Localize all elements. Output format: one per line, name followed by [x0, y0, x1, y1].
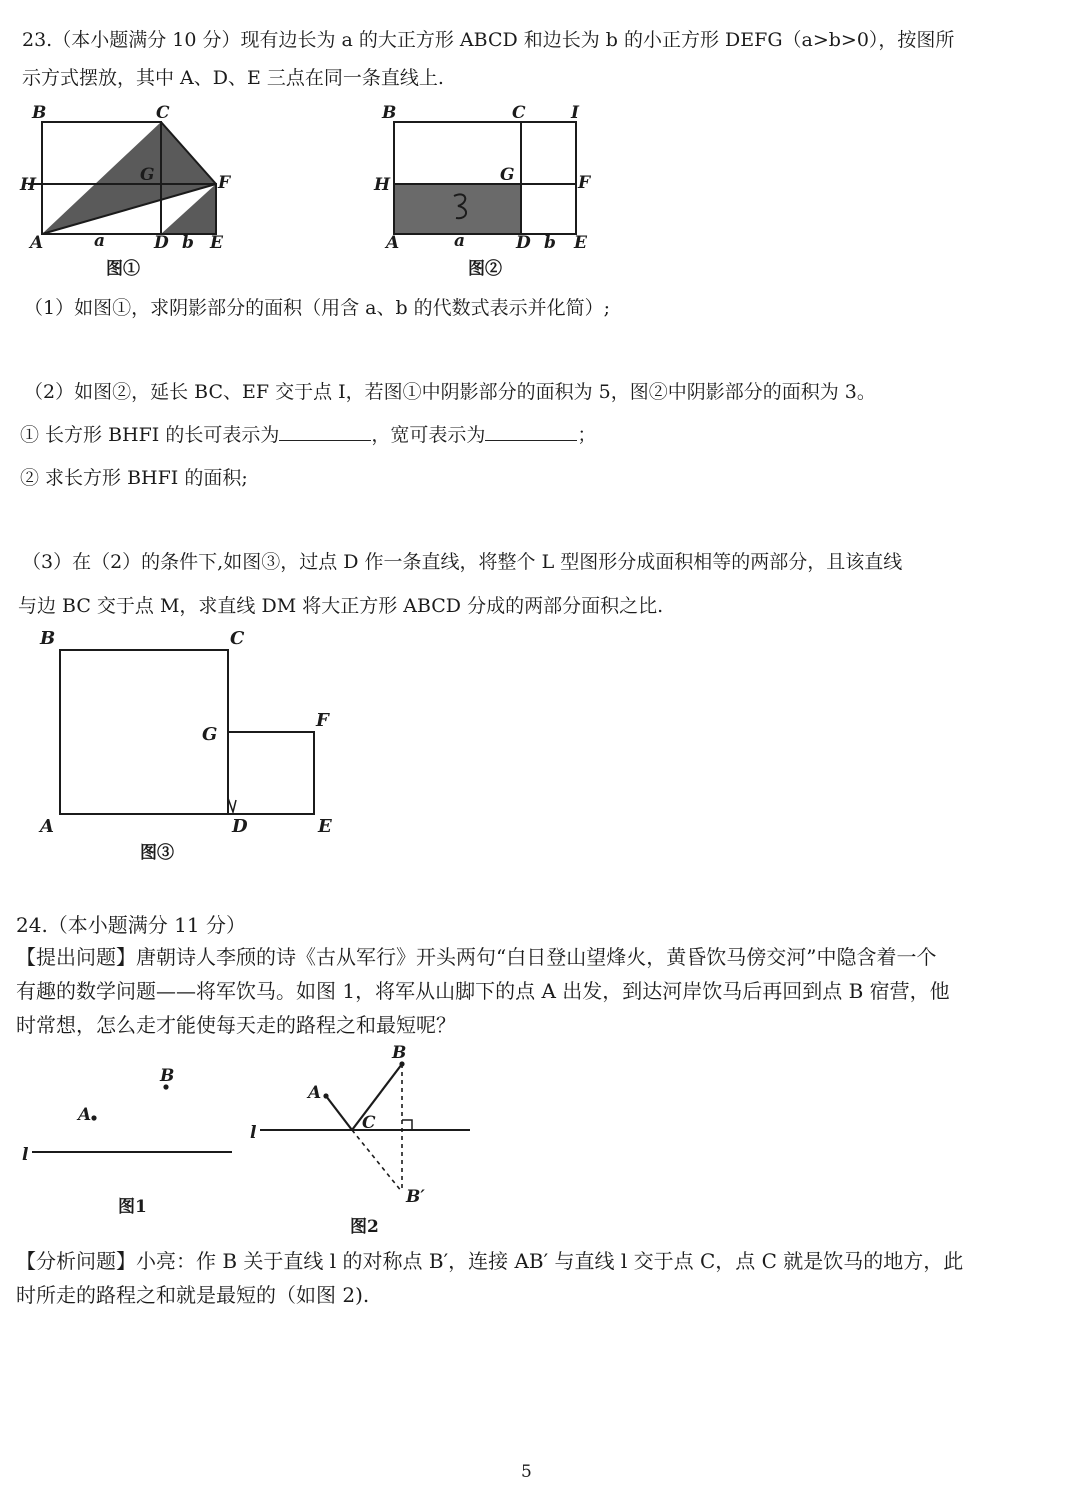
page-number: 5 [521, 1462, 532, 1482]
fig1-label-D: D [154, 233, 169, 253]
fig3-label-D: D [232, 816, 248, 837]
fig3-caption: 图③ [140, 843, 174, 863]
q24-fig1-label-B: B [160, 1066, 175, 1086]
q23-intro-line1: 23.（本小题满分 10 分）现有边长为 a 的大正方形 ABCD 和边长为 b 的小正方形 DEFG（a>b>0），按图所 [22, 29, 955, 51]
q24-analysis-line1: 【分析问题】小亮：作 B 关于直线 l 的对称点 B′，连接 AB′ 与直线 l 交于点 C，点 C 就是饮马的地方，此 [16, 1249, 964, 1273]
fig3-label-E: E [318, 816, 332, 837]
q24-fig2-label-Bprime: B′ [406, 1187, 425, 1207]
q23-part3-line2: 与边 BC 交于点 M，求直线 DM 将大正方形 ABCD 分成的两部分面积之比. [18, 595, 664, 617]
fig3-label-G: G [202, 724, 218, 745]
q24-fig2-point-A [323, 1093, 328, 1098]
q24-title: 24.（本小题满分 11 分） [16, 913, 246, 937]
q24-analysis-line2: 时所走的路程之和就是最短的（如图 2). [16, 1283, 370, 1307]
q23-sub1-text-end: ； [577, 424, 597, 446]
fig2-label-D: D [516, 233, 531, 253]
fig1-label-b: b [182, 233, 194, 253]
fig3-label-F: F [316, 710, 329, 731]
fig2-label-C: C [512, 103, 526, 123]
fig1-label-A: A [30, 233, 44, 253]
q24-raise-line1: 【提出问题】唐朝诗人李颀的诗《古从军行》开头两句“白日登山望烽火，黄昏饮马傍交河”中隐含着一个 [16, 945, 937, 969]
fig1-label-G: G [140, 165, 155, 185]
fig2-label-A: A [386, 233, 400, 253]
q24-fig1-point-A [91, 1115, 96, 1120]
fig3-small-square [228, 732, 314, 814]
fig1-label-B: B [32, 103, 47, 123]
fig2-label-G: G [500, 165, 515, 185]
q24-fig2-segment-AC [326, 1096, 352, 1130]
q24-fig2-label-C: C [362, 1113, 376, 1133]
fig3-label-A: A [40, 816, 54, 837]
q24-fig2-label-A: A [308, 1083, 322, 1103]
fig2-label-E: E [574, 233, 587, 253]
fig2-label-a: a [454, 231, 466, 251]
q23-sub1-text-length: ① 长方形 BHFI 的长可表示为 [20, 424, 280, 446]
fig2-shaded-rectangle [394, 184, 521, 234]
fig2-caption: 图② [468, 259, 502, 279]
q24-fig1-label-l: l [22, 1145, 29, 1165]
fig2-label-H: H [374, 175, 391, 195]
fig2-label-b: b [544, 233, 556, 253]
fig3-label-B: B [40, 628, 56, 649]
q24-fig2-segment-CBprime [352, 1130, 402, 1192]
q24-raise-line2: 有趣的数学问题——将军饮马。如图 1，将军从山脚下的点 A 出发，到达河岸饮马后再回到点 B 宿营，他 [16, 979, 950, 1003]
fig1-label-F: F [218, 173, 231, 193]
q23-part3-line1: （3）在（2）的条件下,如图③，过点 D 作一条直线，将整个 L 型图形分成面积相等的两部分，且该直线 [22, 551, 903, 573]
q23-sub1-text-width: ，宽可表示为 [371, 424, 486, 446]
q24-fig2-label-l: l [250, 1123, 257, 1143]
q23-intro-line2: 示方式摆放，其中 A、D、E 三点在同一条直线上. [22, 67, 444, 89]
fig1-label-C: C [156, 103, 170, 123]
fig2-label-I: I [571, 103, 579, 123]
figure-3 [30, 622, 350, 868]
fig1-caption: 图① [106, 259, 140, 279]
q24-figure-1 [16, 1060, 246, 1222]
answer-blank-width[interactable] [485, 422, 577, 441]
q24-fig1-caption: 图1 [118, 1197, 147, 1217]
q23-part2: （2）如图②，延长 BC、EF 交于点 I，若图①中阴影部分的面积为 5，图②中阴影部分的面积为 3。 [24, 381, 876, 403]
q24-fig2-segment-CB [352, 1064, 402, 1130]
fig1-label-E: E [210, 233, 223, 253]
q24-figure-2 [244, 1040, 480, 1240]
answer-blank-length[interactable] [279, 422, 371, 441]
q23-part2-sub1 [20, 422, 596, 447]
figure-1 [14, 98, 244, 286]
q24-fig2-label-B: B [392, 1043, 407, 1063]
q23-part1: （1）如图①，求阴影部分的面积（用含 a、b 的代数式表示并化简）; [24, 297, 611, 319]
fig3-label-C: C [230, 628, 245, 649]
fig1-label-a: a [94, 231, 106, 251]
figure-2 [366, 98, 606, 286]
fig1-label-H: H [20, 175, 37, 195]
fig2-label-B: B [382, 103, 397, 123]
q24-fig2-caption: 图2 [350, 1217, 379, 1237]
fig2-label-F: F [578, 173, 591, 193]
q24-fig1-label-A: A [78, 1105, 92, 1125]
fig3-pencil-mark [228, 798, 236, 812]
q24-fig2-right-angle-mark [402, 1120, 412, 1130]
q24-raise-line3: 时常想，怎么走才能使每天走的路程之和最短呢？ [16, 1013, 456, 1037]
q23-part2-sub2: ② 求长方形 BHFI 的面积; [20, 467, 248, 489]
